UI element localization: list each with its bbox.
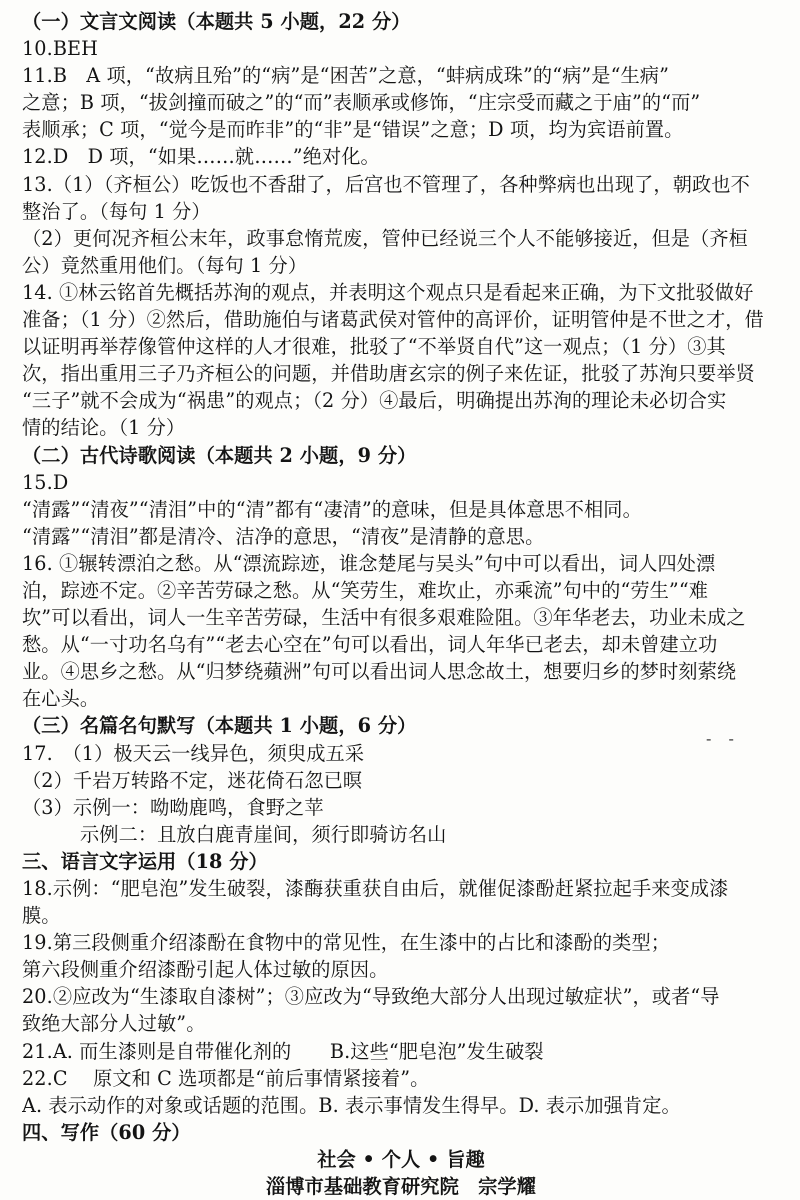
answer-line-15: 15.D [22,470,69,494]
answer-line-17: 17. （1）极天云一线异色，须臾成五采 [22,741,365,765]
answer-line-22: 22.C 原文和 C 选项都是“前后事情紧接着”。 [22,1066,430,1090]
section-heading-poetry: （二）古代诗歌阅读（本题共 2 小题，9 分） [22,443,417,467]
answer-line-13: 13.（1）（齐桓公）吃饭也不香甜了，后宫也不管理了，各种弊病也出现了，朝政也不 [22,172,750,196]
answer-line-11: 11.B A 项，“故病且殆”的“病”是“困苦”之意，“蚌病成珠”的“病”是“生病” [22,64,669,88]
answer-line: 坎”可以看出，词人一生辛苦劳碌，生活中有很多艰难险阻。③年华老去，功业未成之 [22,606,746,630]
answer-line: （2）更何况齐桓公末年，政事怠惰荒废，管仲已经说三个人不能够接近，但是（齐桓 [22,226,748,250]
answer-line-21: 21.A. 而生漆则是自带催化剂的 B.这些“肥皂泡”发生破裂 [22,1039,544,1063]
answer-line: 情的结论。（1 分） [22,416,186,440]
answer-line: 在心头。 [22,687,100,711]
section-heading-classical-chinese: （一）文言文阅读（本题共 5 小题，22 分） [22,10,411,33]
answer-line-20: 20.②应改为“生漆取自漆树”；③应改为“导致绝大部分人出现过敏症状”，或者“导 [22,985,720,1009]
answer-line: “清露”“清夜”“清泪”中的“清”都有“凄清”的意味，但是具体意思不相同。 [22,497,642,521]
answer-line-16: 16. ①辗转漂泊之愁。从“漂流踪迹，谁念楚尾与吴头”句中可以看出，词人四处漂 [22,551,716,575]
answer-line: （2）千岩万转路不定，迷花倚石忽已暝 [22,768,363,792]
answer-line: 之意；B 项，“拔剑撞而破之”的“而”表顺承或修饰，“庄宗受而藏之于庙”的“而” [22,91,701,115]
section-heading-writing: 四、写作（60 分） [22,1120,191,1144]
answer-line: A. 表示动作的对象或话题的范围。B. 表示事情发生得早。D. 表示加强肯定。 [22,1093,681,1117]
essay-title: 社会 • 个人 • 旨趣 [317,1147,485,1171]
stray-dash-mark: - - [706,729,740,748]
section-heading-language-use: 三、语言文字运用（18 分） [22,849,268,873]
answer-line: 泊，踪迹不定。②辛苦劳碌之愁。从“笑劳生，难坎止，亦乘流”句中的“劳生”“难 [22,578,709,602]
answer-line-14: 14. ①林云铭首先概括苏洵的观点，并表明这个观点只是看起来正确，为下文批驳做好 [22,280,754,304]
answer-line-18: 18.示例：“肥皂泡”发生破裂，漆酶获重获自由后，就催促漆酚赶紧拉起手来变成漆 [22,877,729,900]
section-heading-recitation: （三）名篇名句默写（本题共 1 小题，6 分） [22,714,417,738]
answer-line: （3）示例一：呦呦鹿鸣，食野之苹 [22,795,324,819]
answer-line: 以证明再举荐像管仲这样的人才很难，批驳了“不举贤自代”这一观点；（1 分）③其 [22,335,726,359]
answer-line: 公）竟然重用他们。（每句 1 分） [22,253,308,277]
answer-line: 膜。 [22,904,61,928]
answer-line: 表顺承；C 项，“觉今是而昨非”的“非”是“错误”之意；D 项，均为宾语前置。 [22,118,684,142]
essay-author: 淄博市基础教育研究院 宗学耀 [265,1175,537,1199]
answer-line-12: 12.D D 项，“如果……就……”绝对化。 [22,145,380,169]
answer-line: 准备；（1 分）②然后，借助施伯与诸葛武侯对管仲的高评价，证明管仲是不世之才，借 [22,308,764,332]
answer-line: 愁。从“一寸功名乌有”“老去心空在”句可以看出，词人年华已老去，却未曾建立功 [22,633,718,657]
answer-line: 次，指出重用三子乃齐桓公的问题，并借助唐玄宗的例子来佐证，批驳了苏洵只要举贤 [22,362,755,386]
answer-line: “清露”“清泪”都是清冷、洁净的意思，“清夜”是清静的意思。 [22,524,545,548]
answer-line: 整治了。（每句 1 分） [22,199,211,223]
answer-line: 业。④思乡之愁。从“归梦绕蘋洲”句可以看出词人思念故土，想要归乡的梦时刻萦绕 [22,660,737,684]
answer-line: 致绝大部分人过敏”。 [22,1012,206,1036]
answer-line: 示例二：且放白鹿青崖间，须行即骑访名山 [80,822,447,846]
answer-line-19: 19.第三段侧重介绍漆酚在食物中的常见性，在生漆中的占比和漆酚的类型； [22,931,671,955]
answer-line: 第六段侧重介绍漆酚引起人体过敏的原因。 [22,958,389,982]
answer-line: “三子”就不会成为“祸患”的观点；（2 分）④最后，明确提出苏洵的理论未必切合实 [22,389,727,413]
answer-line-10: 10.BEH [22,37,98,61]
